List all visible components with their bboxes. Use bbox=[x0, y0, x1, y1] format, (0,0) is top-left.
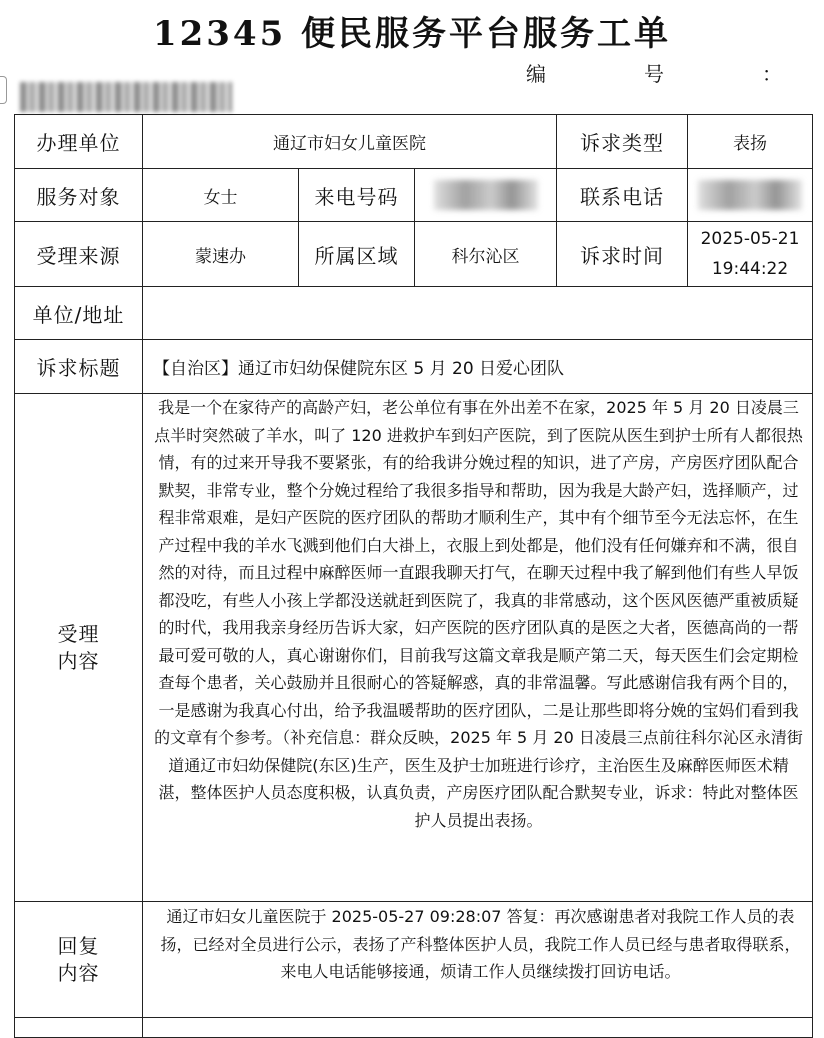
request-type-label: 诉求类型 bbox=[557, 115, 688, 169]
address-value bbox=[143, 287, 813, 340]
contact-phone-value bbox=[688, 169, 813, 222]
request-clock: 19:44:22 bbox=[711, 259, 789, 279]
request-time-value bbox=[688, 222, 813, 287]
content-text: 我是一个在家待产的高龄产妇，老公单位有事在外出差不在家，2025 年 5 月 20 日凌晨三点半时突然破了羊水，叫了 120 进救护车到妇产医院，到了医院从医生到护士所有人都很热情，有的过来开导我不要紧张，有的给我讲分娩过程的知识，进了产房，产房医疗团队配合默契，非常专业，整个分娩过程给了我很多指导和帮助，因为我是大龄产妇，选择顺产，过程非常艰难，是妇产医院的医疗团队的帮助才顺利生产，其中有个细节至今无法忘怀，在生产过程中我的羊水飞溅到他们白大褂上，衣服上到处都是，他们没有任何嫌弃和不满，很自然的对待，而且过程中麻醉医师一直跟我聊天打气，在聊天过程中我了解到他们有些人早饭都没吃，有些人小孩上学都没送就赶到医院了，我真的非常感动，这个医风医德严重被质疑的时代，我用我亲身经历告诉大家，妇产医院的医疗团队真的是医之大者，医德高尚的一帮最可爱可敬的人，真心谢谢你们，目前我写这篇文章我是顺产第二天，每天医生们会定期检查每个患者，关心鼓励并且很耐心的答疑解惑，真的非常温馨。写此感谢信我有两个目的，一是感谢为我真心付出，给予我温暖帮助的医疗团队，二是让那些即将分娩的宝妈们看到我的文章有个参考。（补充信息：群众反映，2025 年 5 月 20 日凌晨三点前往科尔沁区永清街道通辽市妇幼保健院(东区)生产，医生及护士加班进行诊疗，主治医生及麻醉医师医术精湛，整体医护人员态度积极，认真负责，产房医疗团队配合默契专业，诉求：特此对整体医护人员提出表扬。 bbox=[143, 394, 813, 902]
redacted-contact-phone bbox=[698, 180, 802, 210]
page-edge-mark bbox=[0, 76, 7, 104]
redacted-incoming-number bbox=[434, 180, 538, 210]
page-title: 12345 便民服务平台服务工单 bbox=[152, 14, 672, 54]
source-label: 受理来源 bbox=[15, 222, 143, 287]
subject-value: 【自治区】通辽市妇幼保健院东区 5 月 20 日爱心团队 bbox=[143, 340, 813, 394]
reply-label bbox=[15, 902, 143, 1018]
service-target-label: 服务对象 bbox=[15, 169, 143, 222]
serial-label-char-2: 号 bbox=[644, 62, 664, 86]
row-content bbox=[15, 394, 813, 902]
request-type-value: 表扬 bbox=[688, 115, 813, 169]
request-time-label: 诉求时间 bbox=[557, 222, 688, 287]
work-order-table bbox=[14, 114, 813, 1038]
reply-label-line-1: 回复 bbox=[57, 933, 100, 958]
handling-unit-label: 办理单位 bbox=[15, 115, 143, 169]
district-label: 所属区域 bbox=[299, 222, 415, 287]
content-label bbox=[15, 394, 143, 902]
row-source bbox=[15, 222, 813, 287]
district-value: 科尔沁区 bbox=[415, 222, 557, 287]
content-label-line-2: 内容 bbox=[57, 648, 100, 673]
row-bottom-partial bbox=[15, 1018, 813, 1038]
incoming-number-label: 来电号码 bbox=[299, 169, 415, 222]
address-label: 单位/地址 bbox=[15, 287, 143, 340]
reply-label-line-2: 内容 bbox=[57, 960, 100, 985]
serial-label-colon: ： bbox=[762, 62, 782, 86]
handling-unit-value: 通辽市妇女儿童医院 bbox=[143, 115, 557, 169]
contact-phone-label: 联系电话 bbox=[557, 169, 688, 222]
serial-label-char-1: 编 bbox=[526, 62, 546, 86]
bottom-cell-left bbox=[15, 1018, 143, 1038]
row-address bbox=[15, 287, 813, 340]
content-label-line-1: 受理 bbox=[57, 621, 100, 646]
source-value: 蒙速办 bbox=[143, 222, 299, 287]
row-subject bbox=[15, 340, 813, 394]
subject-label: 诉求标题 bbox=[15, 340, 143, 394]
row-reply bbox=[15, 902, 813, 1018]
incoming-number-value bbox=[415, 169, 557, 222]
row-handling-unit bbox=[15, 115, 813, 169]
bottom-cell-right bbox=[143, 1018, 813, 1038]
request-date: 2025-05-21 bbox=[700, 229, 800, 249]
reply-text: 通辽市妇女儿童医院于 2025-05-27 09:28:07 答复：再次感谢患者对我院工作人员的表扬，已经对全员进行公示，表扬了产科整体医护人员，我院工作人员已经与患者取得联系，来电人电话能够接通，烦请工作人员继续拨打回访电话。 bbox=[143, 902, 813, 1018]
row-service-target bbox=[15, 169, 813, 222]
redacted-serial-number bbox=[20, 82, 232, 112]
service-target-value: 女士 bbox=[143, 169, 299, 222]
